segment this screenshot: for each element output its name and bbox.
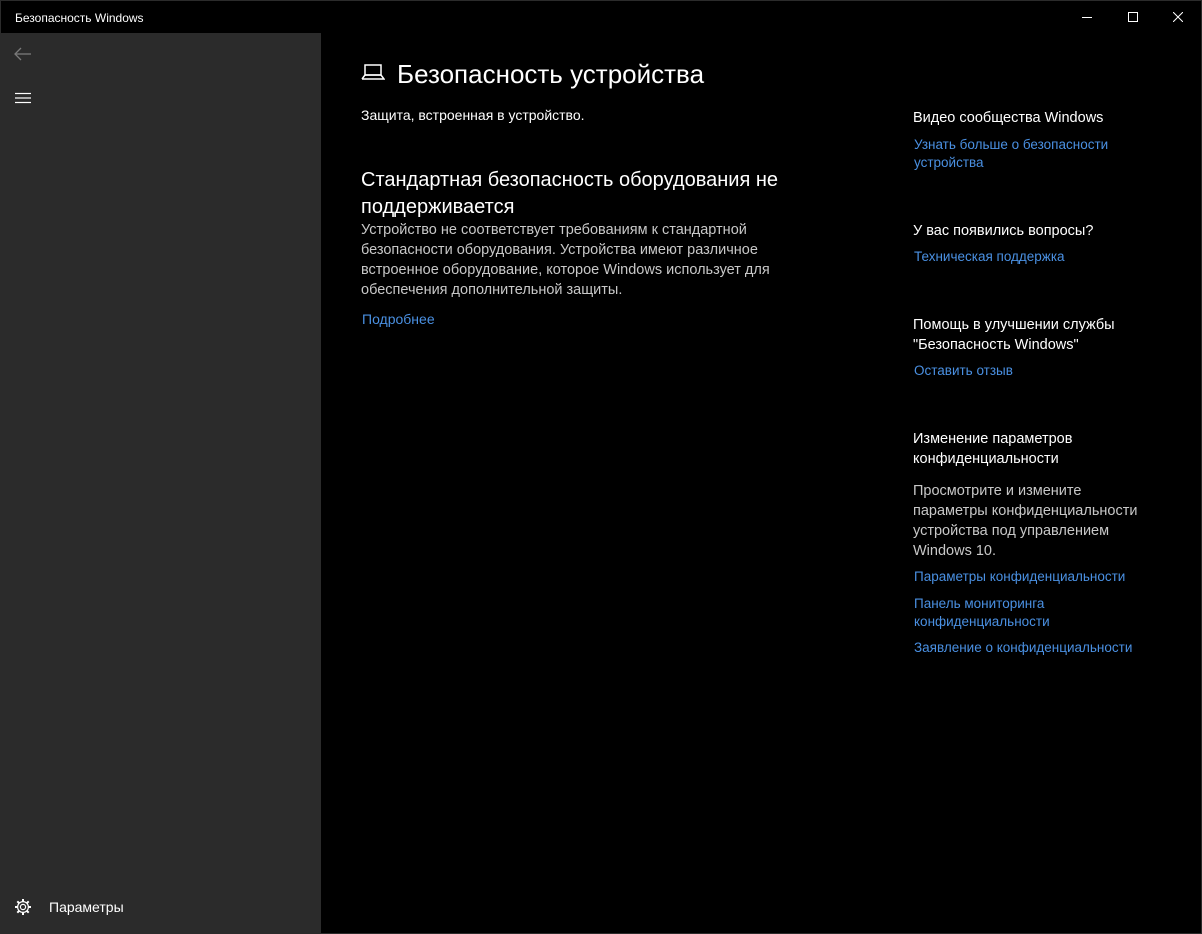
sidebar <box>1 33 321 934</box>
community-videos-header: Видео сообщества Windows <box>913 110 1104 126</box>
close-icon <box>1173 12 1183 22</box>
questions-header: У вас появились вопросы? <box>913 223 1094 239</box>
privacy-dashboard-link[interactable]: Панель мониторинга конфиденциальности <box>914 596 1050 629</box>
privacy-settings-link[interactable]: Параметры конфиденциальности <box>914 569 1126 584</box>
privacy-statement-link[interactable]: Заявление о конфиденциальности <box>914 640 1133 655</box>
gear-icon <box>1 898 45 916</box>
close-button[interactable] <box>1155 1 1201 33</box>
window-title: Безопасность Windows <box>15 11 144 25</box>
minimize-icon <box>1082 12 1092 22</box>
minimize-button[interactable] <box>1064 1 1110 33</box>
page-title: Безопасность устройства <box>397 59 705 89</box>
support-link[interactable]: Техническая поддержка <box>914 249 1065 264</box>
page-subtitle: Защита, встроенная в устройство. <box>361 107 585 123</box>
hamburger-menu-button[interactable] <box>1 78 45 118</box>
back-arrow-icon <box>14 47 32 61</box>
page-header <box>361 59 704 90</box>
section-description: Устройство не соответствует требованиям к стандартной безопасности оборудования. Устройства имеют различное встроенное оборудование, которое Windows использует для обеспечения дополнительной защиты. <box>361 222 770 298</box>
back-button[interactable] <box>1 34 45 74</box>
title-bar[interactable] <box>1 1 1201 33</box>
hamburger-menu-icon <box>14 92 32 104</box>
maximize-icon <box>1128 12 1138 22</box>
privacy-description: Просмотрите и измените параметры конфиденциальности устройства под управлением Windows 10. <box>913 483 1138 559</box>
laptop-icon <box>361 63 385 86</box>
sidebar-item-settings[interactable] <box>1 889 321 925</box>
privacy-header: Изменение параметров конфиденциальности <box>913 431 1073 467</box>
maximize-button[interactable] <box>1110 1 1156 33</box>
main-content <box>321 33 1201 934</box>
settings-label: Параметры <box>49 899 124 915</box>
learn-more-link[interactable]: Подробнее <box>362 311 435 327</box>
feedback-header: Помощь в улучшении службы "Безопасность Windows" <box>913 317 1115 353</box>
section-title: Стандартная безопасность оборудования не поддерживается <box>361 169 779 218</box>
feedback-link[interactable]: Оставить отзыв <box>914 363 1013 378</box>
community-videos-link[interactable]: Узнать больше о безопасности устройства <box>914 137 1109 170</box>
